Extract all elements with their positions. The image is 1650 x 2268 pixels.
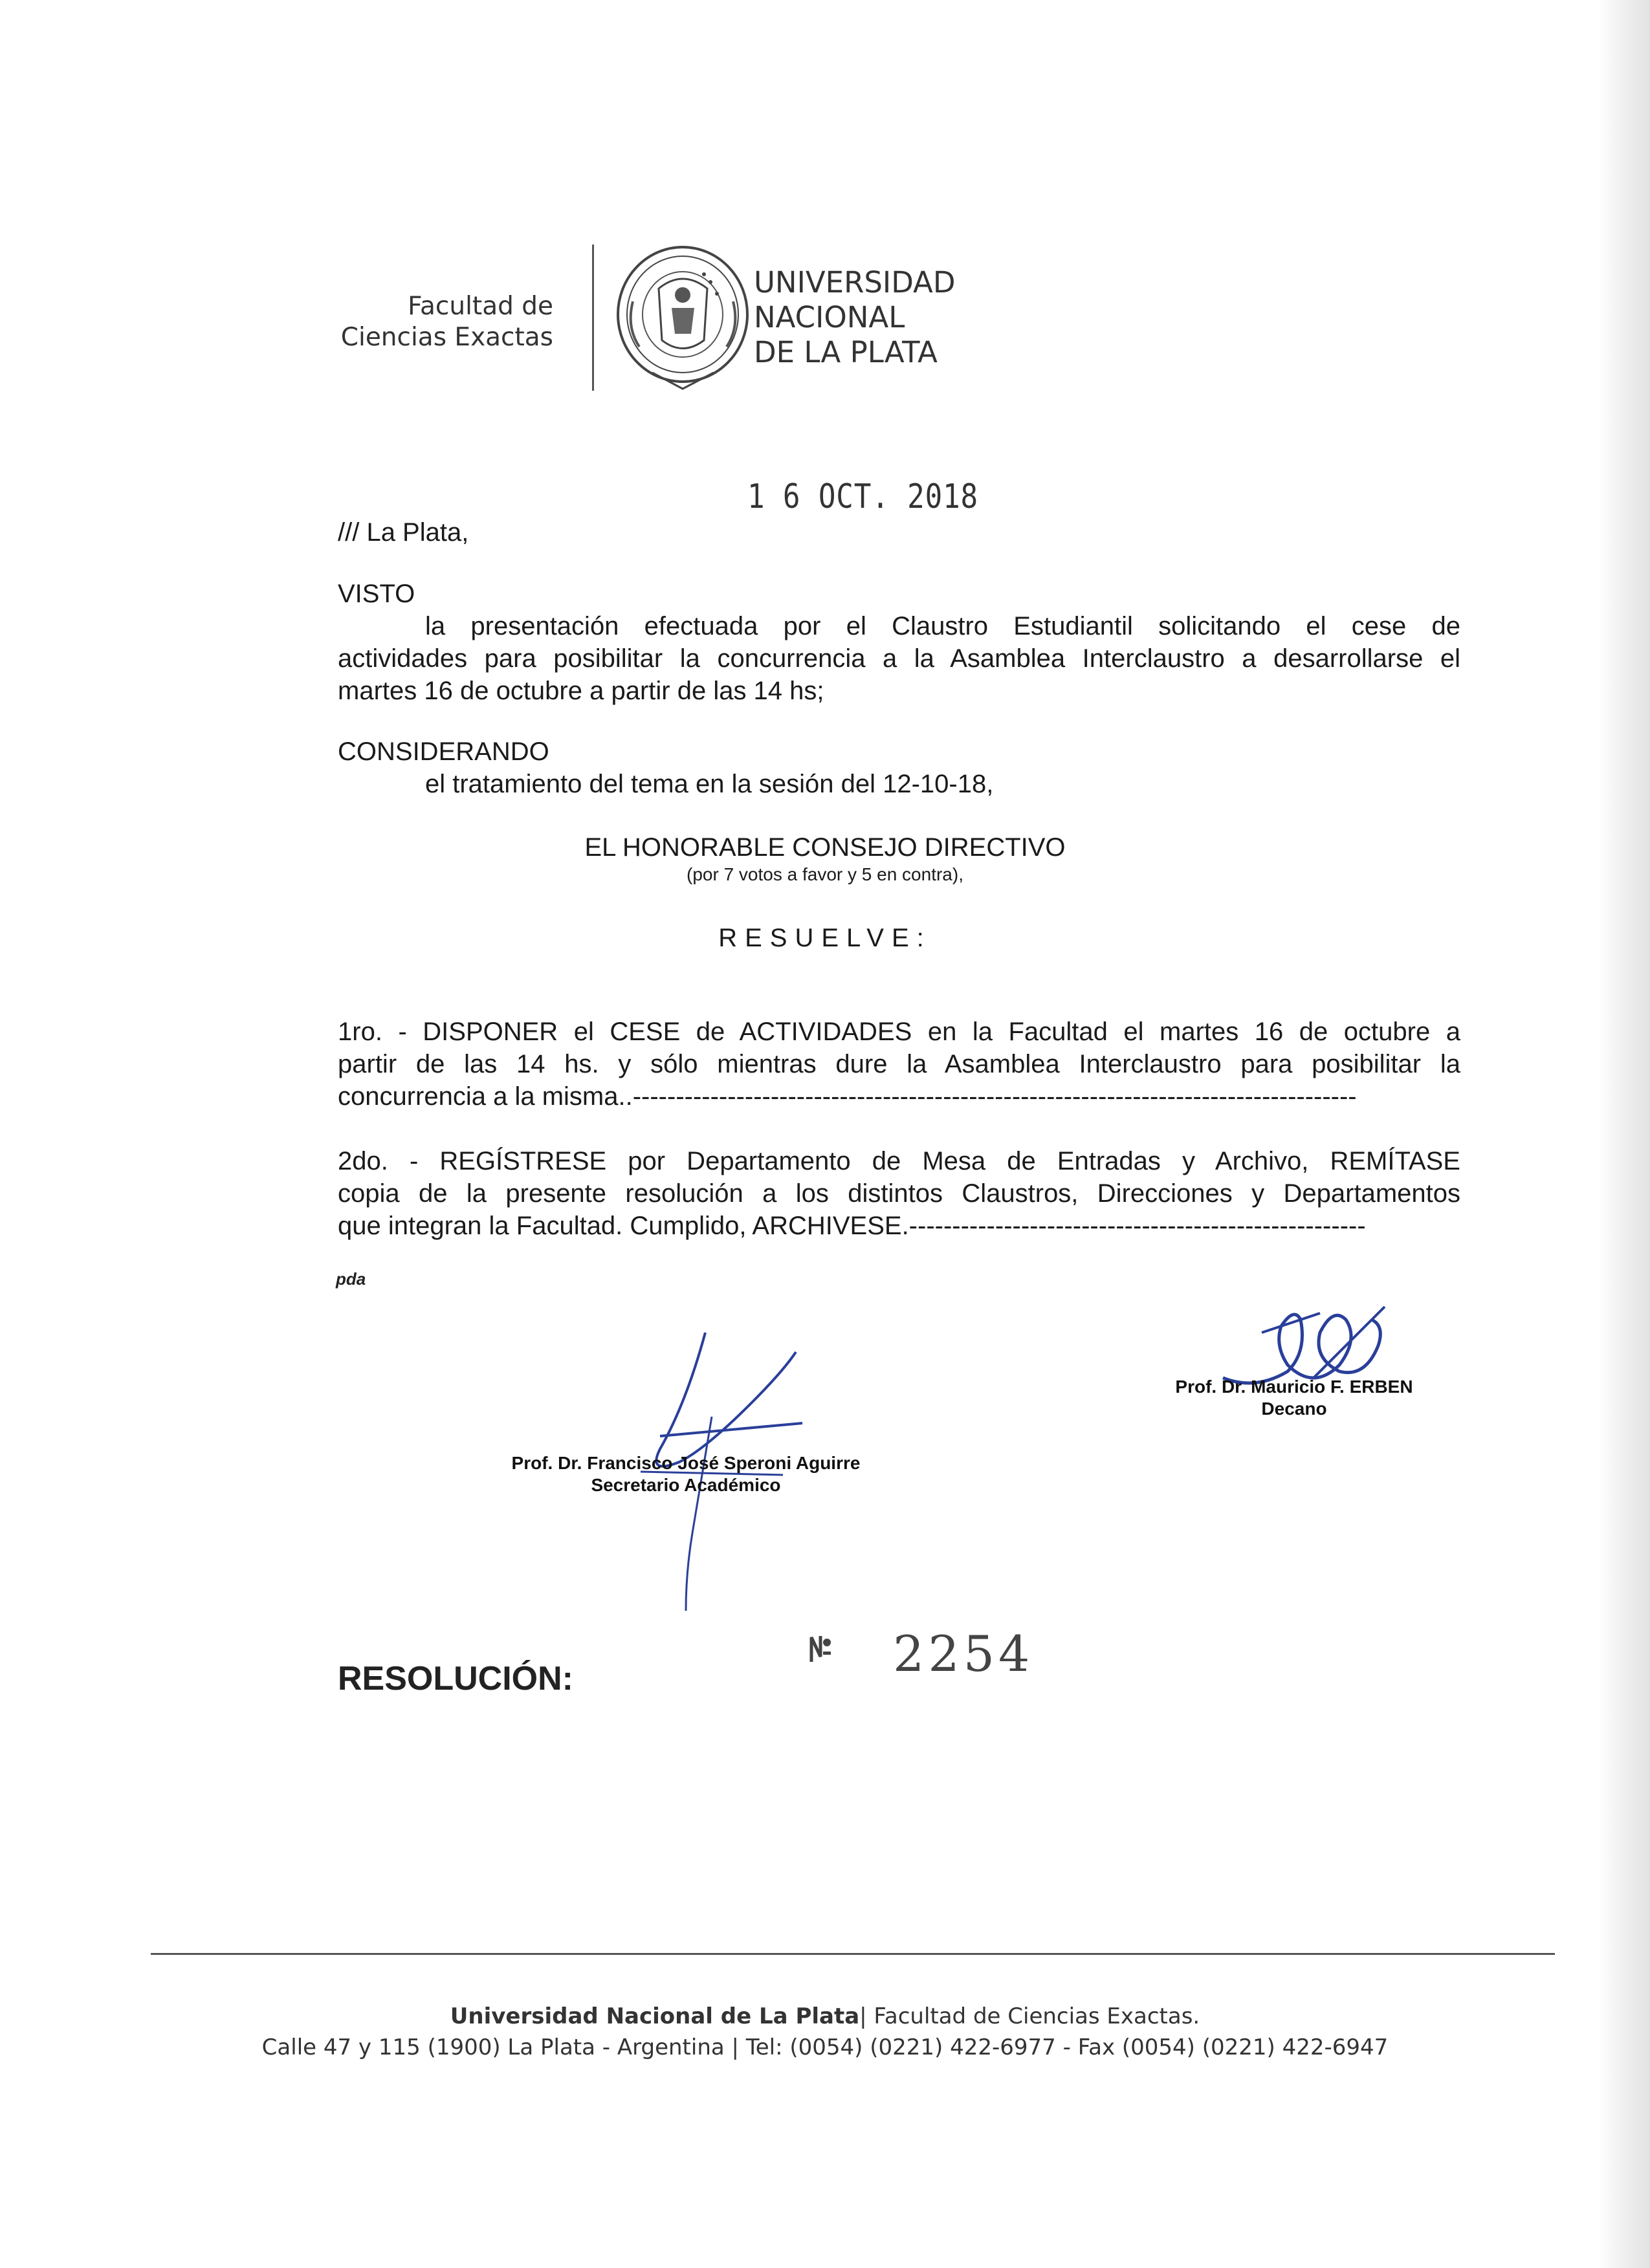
resolution-label: RESOLUCIÓN: [338, 1660, 573, 1697]
footer-university: Universidad Nacional de La Plata [450, 2003, 860, 2029]
considerando-heading: CONSIDERANDO [338, 737, 549, 766]
secretary-signature-block [479, 1452, 893, 1496]
resuelve-heading: RESUELVE: [718, 924, 932, 952]
article-2-line-3: que integran la Facultad. Cumplido, ARCHIVESE.----------------------------------------------------- [338, 1212, 1366, 1240]
date-stamp: 1 6 OCT. 2018 [747, 477, 978, 516]
council-votes: (por 7 votos a favor y 5 en contra), [687, 864, 963, 884]
article-2-line-1: 2do. - REGÍSTRESE por Departamento de Mesa de Entradas y Archivo, REMÍTASE [338, 1147, 1460, 1175]
article-2-line-2: copia de la presente resolución a los distintos Claustros, Direcciones y Departamentos [338, 1179, 1460, 1208]
footer-line-2: Calle 47 y 115 (1900) La Plata - Argentina | Tel: (0054) (0221) 422-6977 - Fax (0054) (0221) 422-6947 [261, 2034, 1389, 2060]
resolution-number: 2254 [893, 1625, 1034, 1683]
footer-line-1 [0, 2001, 1650, 2032]
header-divider [592, 245, 594, 391]
footer-divider [151, 1953, 1555, 1955]
dean-signature-block [1126, 1376, 1462, 1420]
university-line-3: DE LA PLATA [754, 335, 938, 369]
considerando-line-1: el tratamiento del tema en la sesión del 12-10-18, [425, 770, 994, 798]
number-sign-icon [809, 1633, 832, 1664]
visto-line-2: actividades para posibilitar la concurrencia a la Asamblea Interclaustro a desarrollarse el [338, 644, 1460, 673]
article-1-line-2: partir de las 14 hs. y sólo mientras dure la Asamblea Interclaustro para posibilitar la [338, 1050, 1460, 1078]
university-line-2: NACIONAL [754, 300, 905, 334]
council-title: EL HONORABLE CONSEJO DIRECTIVO [584, 833, 1066, 862]
faculty-name [285, 291, 553, 353]
university-name [754, 265, 955, 370]
typist-initials: pda [336, 1269, 366, 1289]
visto-line-3: martes 16 de octubre a partir de las 14 hs; [338, 677, 824, 705]
dean-name: Prof. Dr. Mauricio F. ERBEN [1175, 1377, 1413, 1397]
dean-role: Decano [1261, 1399, 1327, 1419]
secretary-role: Secretario Académico [591, 1475, 781, 1495]
secretary-name: Prof. Dr. Francisco José Speroni Aguirre [511, 1453, 861, 1473]
university-seal-icon [613, 243, 753, 392]
footer-faculty: | Facultad de Ciencias Exactas. [859, 2003, 1200, 2029]
place-line: /// La Plata, [338, 518, 469, 547]
faculty-line-1: Facultad de [408, 292, 553, 321]
visto-heading: VISTO [338, 580, 415, 608]
article-1-line-3: concurrencia a la misma..------------------------------------------------------------------------------------ [338, 1082, 1357, 1111]
article-1-line-1: 1ro. - DISPONER el CESE de ACTIVIDADES en la Facultad el martes 16 de octubre a [338, 1018, 1460, 1046]
page-edge-shadow [1598, 0, 1650, 2268]
faculty-line-2: Ciencias Exactas [340, 323, 553, 352]
visto-line-1: la presentación efectuada por el Claustro Estudiantil solicitando el cese de [425, 612, 1460, 640]
university-line-1: UNIVERSIDAD [754, 265, 956, 300]
